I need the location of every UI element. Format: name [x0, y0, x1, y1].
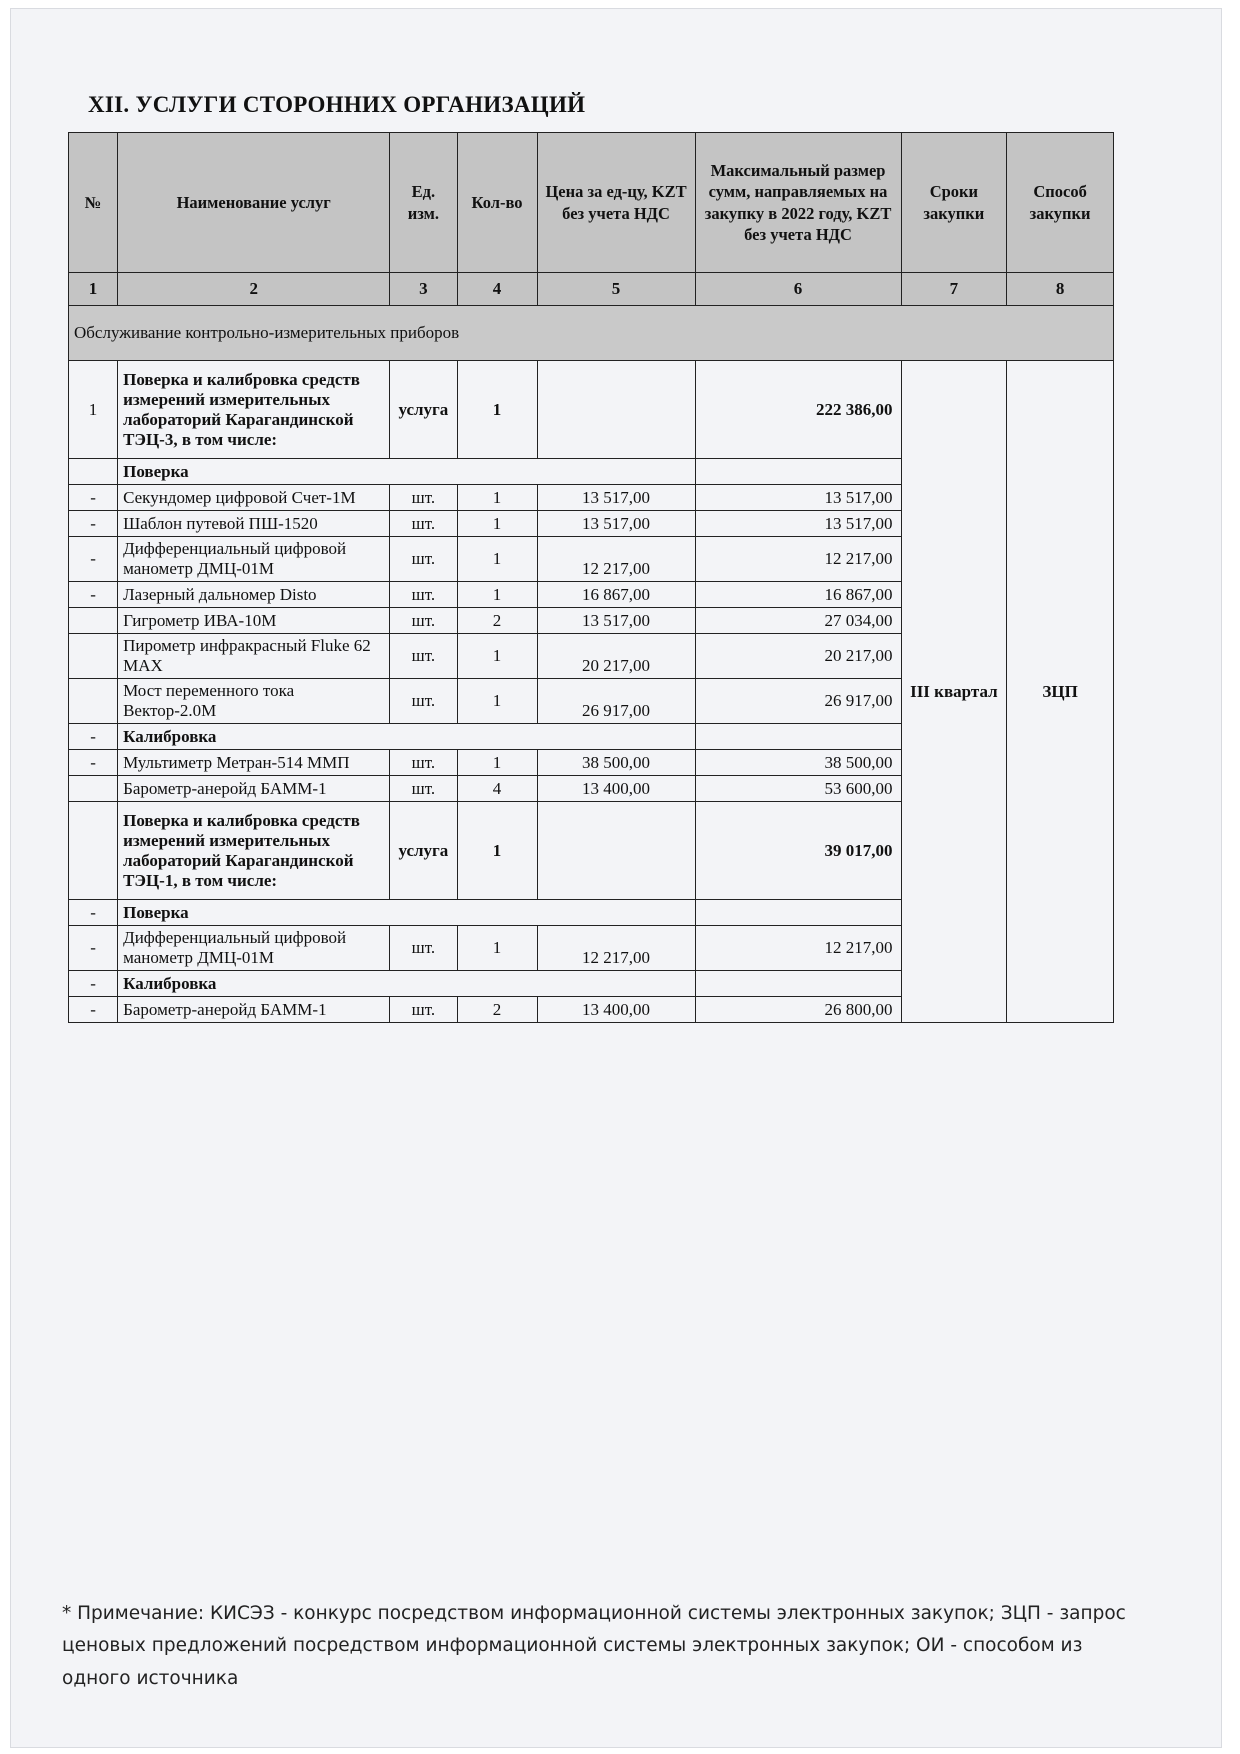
section-row	[69, 306, 1114, 361]
header-cell: Кол-во	[457, 133, 537, 273]
item-name: Мост переменного тока Вектор-2.0М	[118, 679, 390, 724]
subsection-label: Поверка	[118, 459, 695, 485]
quantity: 1	[457, 634, 537, 679]
item-name: Гигрометр ИВА-10М	[118, 608, 390, 634]
quantity: 1	[457, 926, 537, 971]
row-dash: -	[69, 537, 118, 582]
row-dash: -	[69, 724, 118, 750]
item-name: Секундомер цифровой Счет-1М	[118, 485, 390, 511]
item-name: Мультиметр Метран-514 ММП	[118, 750, 390, 776]
column-number: 8	[1007, 273, 1114, 306]
unit-price: 13 517,00	[537, 511, 695, 537]
header-cell: Способ закупки	[1007, 133, 1114, 273]
item-name: Пирометр инфракрасный Fluke 62 MAX	[118, 634, 390, 679]
header-cell: Максимальный размер сумм, направляемых на закупку в 2022 году, KZT без учета НДС	[695, 133, 901, 273]
quantity: 1	[457, 485, 537, 511]
column-number: 2	[118, 273, 390, 306]
item-name: Шаблон путевой ПШ-1520	[118, 511, 390, 537]
header-cell: Наименование услуг	[118, 133, 390, 273]
footnote: * Примечание: КИСЭЗ - конкурс посредством информационной системы электронных закупок; ЗЦП - запрос ценовых предложений посредством информационной системы электронных закупок; ОИ - способом из одного источника	[62, 1603, 1126, 1689]
unit: шт.	[390, 750, 457, 776]
unit: шт.	[390, 634, 457, 679]
max-amount: 12 217,00	[695, 926, 901, 971]
unit-price: 13 517,00	[537, 608, 695, 634]
max-amount: 16 867,00	[695, 582, 901, 608]
unit-price: 13 400,00	[537, 776, 695, 802]
row-dash: -	[69, 997, 118, 1023]
unit-price: 16 867,00	[537, 582, 695, 608]
row-dash	[69, 776, 118, 802]
max-amount	[695, 459, 901, 485]
unit: шт.	[390, 511, 457, 537]
unit: шт.	[390, 485, 457, 511]
header-cell: Ед. изм.	[390, 133, 457, 273]
unit: шт.	[390, 608, 457, 634]
subsection-label: Калибровка	[118, 724, 695, 750]
unit-price: 12 217,00	[537, 537, 695, 582]
page-title: XII. УСЛУГИ СТОРОННИХ ОРГАНИЗАЦИЙ	[88, 92, 586, 117]
column-number: 3	[390, 273, 457, 306]
quantity: 1	[457, 750, 537, 776]
unit: услуга	[390, 361, 457, 459]
unit: шт.	[390, 926, 457, 971]
column-number: 1	[69, 273, 118, 306]
max-amount	[695, 724, 901, 750]
row-dash	[69, 634, 118, 679]
unit-price: 13 517,00	[537, 485, 695, 511]
column-number: 7	[901, 273, 1007, 306]
subsection-label: Калибровка	[118, 971, 695, 997]
row-dash: -	[69, 485, 118, 511]
item-name: Дифференциальный цифровой манометр ДМЦ-01М	[118, 926, 390, 971]
unit: шт.	[390, 582, 457, 608]
header-cell: Цена за ед-цу, KZT без учета НДС	[537, 133, 695, 273]
quantity: 1	[457, 582, 537, 608]
service-name: Поверка и калибровка средств измерений измерительных лабораторий Карагандинской ТЭЦ-3, в том числе:	[118, 361, 390, 459]
quantity: 1	[457, 802, 537, 900]
header-cell: №	[69, 133, 118, 273]
row-dash: -	[69, 900, 118, 926]
row-dash: -	[69, 971, 118, 997]
max-amount: 53 600,00	[695, 776, 901, 802]
quantity: 1	[457, 537, 537, 582]
item-name: Барометр-анеройд БАММ-1	[118, 997, 390, 1023]
row-dash: -	[69, 750, 118, 776]
column-number: 6	[695, 273, 901, 306]
unit-price: 12 217,00	[537, 926, 695, 971]
max-amount: 12 217,00	[695, 537, 901, 582]
unit-price: 26 917,00	[537, 679, 695, 724]
unit: услуга	[390, 802, 457, 900]
max-amount: 39 017,00	[695, 802, 901, 900]
row-number: 1	[69, 361, 118, 459]
row-dash	[69, 679, 118, 724]
column-number: 5	[537, 273, 695, 306]
group-row	[69, 361, 1114, 459]
unit: шт.	[390, 997, 457, 1023]
item-name: Дифференциальный цифровой манометр ДМЦ-01М	[118, 537, 390, 582]
procurement-method: ЗЦП	[1007, 361, 1114, 1023]
row-dash: -	[69, 511, 118, 537]
services-table	[68, 132, 1114, 1023]
max-amount: 222 386,00	[695, 361, 901, 459]
quantity: 2	[457, 608, 537, 634]
item-name: Барометр-анеройд БАММ-1	[118, 776, 390, 802]
max-amount: 20 217,00	[695, 634, 901, 679]
row-dash: -	[69, 926, 118, 971]
subsection-label: Поверка	[118, 900, 695, 926]
column-number: 4	[457, 273, 537, 306]
row-dash: -	[69, 582, 118, 608]
quantity: 4	[457, 776, 537, 802]
unit-price	[537, 361, 695, 459]
quantity: 1	[457, 361, 537, 459]
quantity: 1	[457, 511, 537, 537]
max-amount: 38 500,00	[695, 750, 901, 776]
max-amount: 13 517,00	[695, 485, 901, 511]
unit-price: 38 500,00	[537, 750, 695, 776]
max-amount: 27 034,00	[695, 608, 901, 634]
header-cell: Сроки закупки	[901, 133, 1007, 273]
header-row	[69, 133, 1114, 273]
unit-price: 13 400,00	[537, 997, 695, 1023]
row-dash	[69, 608, 118, 634]
section-title: Обслуживание контрольно-измерительных приборов	[69, 306, 1114, 361]
unit: шт.	[390, 776, 457, 802]
row-number	[69, 802, 118, 900]
max-amount: 26 917,00	[695, 679, 901, 724]
unit-price	[537, 802, 695, 900]
max-amount	[695, 971, 901, 997]
procurement-timing: III квартал	[901, 361, 1007, 1023]
quantity: 1	[457, 679, 537, 724]
unit: шт.	[390, 537, 457, 582]
quantity: 2	[457, 997, 537, 1023]
unit: шт.	[390, 679, 457, 724]
item-name: Лазерный дальномер Disto	[118, 582, 390, 608]
unit-price: 20 217,00	[537, 634, 695, 679]
max-amount: 26 800,00	[695, 997, 901, 1023]
column-number-row	[69, 273, 1114, 306]
max-amount	[695, 900, 901, 926]
row-dash	[69, 459, 118, 485]
max-amount: 13 517,00	[695, 511, 901, 537]
service-name: Поверка и калибровка средств измерений измерительных лабораторий Карагандинской ТЭЦ-1, в том числе:	[118, 802, 390, 900]
